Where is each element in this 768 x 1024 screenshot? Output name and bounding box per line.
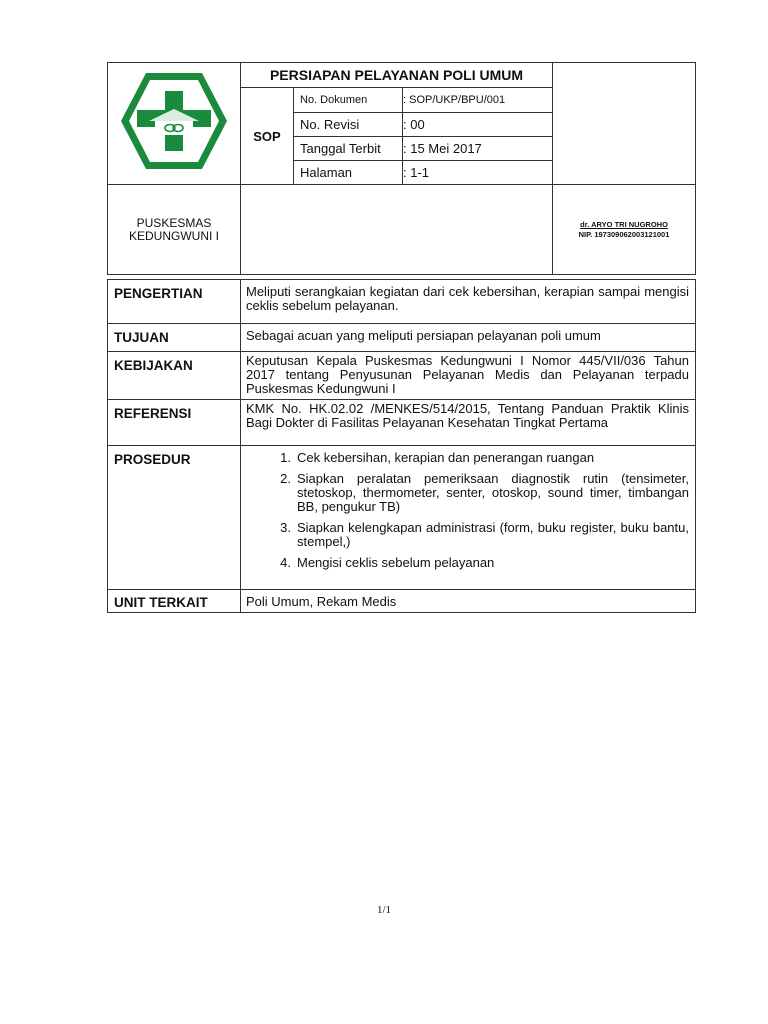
- info-label-dokumen: No. Dokumen: [294, 88, 403, 113]
- list-item-text: Siapkan kelengkapan administrasi (form, buku register, buku bantu, stempel,): [297, 520, 689, 549]
- sop-label: SOP: [241, 88, 294, 185]
- list-item-text: Mengisi ceklis sebelum pelayanan: [297, 555, 495, 570]
- puskesmas-name: [108, 185, 241, 275]
- prosedur-content: [241, 446, 696, 590]
- tujuan-label: TUJUAN: [108, 324, 241, 352]
- info-label-terbit: Tanggal Terbit: [294, 137, 403, 161]
- referensi-text: KMK No. HK.02.02 /MENKES/514/2015, Tentang Panduan Praktik Klinis Bagi Dokter di Fasilitas Pelayanan Kesehatan Tingkat Pertama: [241, 400, 696, 446]
- pengertian-text: Meliputi serangkaian kegiatan dari cek kebersihan, kerapian sampai mengisi ceklis sebelum pelayanan.: [241, 280, 696, 324]
- referensi-label: REFERENSI: [108, 400, 241, 446]
- kebijakan-label: KEBIJAKAN: [108, 352, 241, 400]
- list-item-number: 1.: [280, 450, 291, 465]
- puskesmas-logo-icon: [119, 69, 229, 173]
- prosedur-list: [246, 451, 689, 570]
- puskesmas-line2: KEDUNGWUNI I: [129, 228, 219, 243]
- puskesmas-line1: PUSKESMAS: [136, 215, 212, 230]
- signer-name: dr. ARYO TRI NUGROHO: [580, 219, 668, 229]
- list-item: [246, 556, 689, 570]
- list-item: [246, 521, 689, 549]
- list-item-number: 2.: [280, 471, 291, 486]
- prosedur-label: PROSEDUR: [108, 446, 241, 590]
- sop-content-table: [107, 279, 696, 613]
- pengertian-label: PENGERTIAN: [108, 280, 241, 324]
- info-label-halaman: Halaman: [294, 161, 403, 185]
- list-item: [246, 451, 689, 465]
- logo-cell: [108, 63, 241, 185]
- page-number: 1/1: [376, 904, 392, 916]
- info-value-revisi: : 00: [403, 113, 553, 137]
- unit-terkait-text: Poli Umum, Rekam Medis: [241, 590, 696, 613]
- list-item-number: 3.: [280, 520, 291, 535]
- signature-space: [241, 185, 553, 275]
- list-item-text: Cek kebersihan, kerapian dan penerangan ruangan: [297, 450, 595, 465]
- header-right-blank: [553, 63, 696, 185]
- unit-terkait-label: UNIT TERKAIT: [108, 590, 241, 613]
- list-item-text: Siapkan peralatan pemeriksaan diagnostik rutin (tensimeter, stetoskop, thermometer, senter, otoskop, sound timer, timbangan BB, pengukur TB): [297, 471, 689, 514]
- sop-header-table: [107, 62, 696, 275]
- info-value-halaman: : 1-1: [403, 161, 553, 185]
- list-item: [246, 472, 689, 514]
- info-label-revisi: No. Revisi: [294, 113, 403, 137]
- tujuan-text: Sebagai acuan yang meliputi persiapan pelayanan poli umum: [241, 324, 696, 352]
- signer-block: [553, 185, 696, 275]
- document-title: PERSIAPAN PELAYANAN POLI UMUM: [241, 63, 553, 88]
- list-item-number: 4.: [280, 555, 291, 570]
- kebijakan-text: Keputusan Kepala Puskesmas Kedungwuni I Nomor 445/VII/036 Tahun 2017 tentang Penyusunan Pelayanan Medis dan Pelayanan terpadu Puskesmas Kedungwuni I: [241, 352, 696, 400]
- info-value-dokumen: : SOP/UKP/BPU/001: [403, 88, 553, 113]
- signer-nip: NIP. 197309062003121001: [578, 229, 670, 239]
- info-value-terbit: : 15 Mei 2017: [403, 137, 553, 161]
